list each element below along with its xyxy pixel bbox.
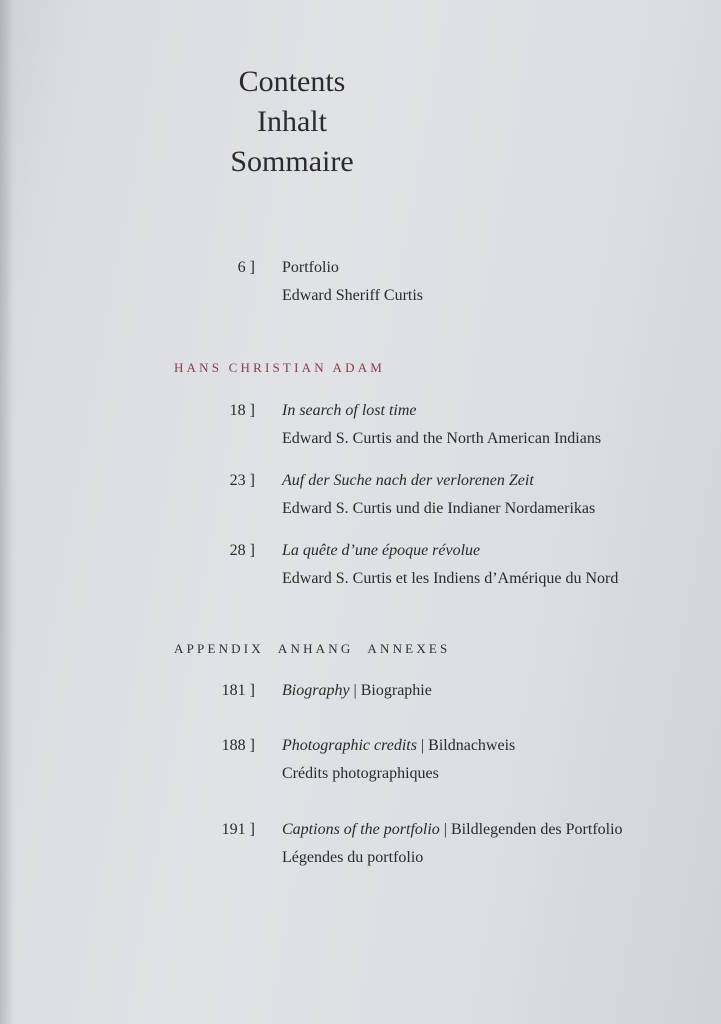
page-number: 28 ] — [229, 542, 255, 559]
entry-title-italic: Captions of the portfolio — [282, 821, 440, 838]
title-line-english: Contents — [238, 65, 346, 98]
title-line-german: Inhalt — [257, 105, 327, 138]
title-line-french: Sommaire — [230, 145, 354, 178]
page-number: 18 ] — [229, 402, 255, 419]
entry-title-regular: Biographie — [360, 682, 432, 699]
entry-title-regular: Bildnachweis — [428, 737, 516, 754]
section-heading-appendix — [174, 641, 451, 657]
entry-subtitle: Edward S. Curtis et les Indiens d’Amérique du Nord — [282, 570, 619, 587]
page-edge-shadow — [0, 0, 14, 1024]
heading-part-german: ANHANG — [277, 641, 354, 656]
entry-title: Auf der Suche nach der verlorenen Zeit — [282, 472, 534, 489]
separator: | — [420, 737, 425, 754]
page-number: 23 ] — [229, 472, 255, 489]
entry-subtitle: Crédits photographiques — [282, 765, 439, 782]
heading-part-english: APPENDIX — [174, 641, 264, 656]
entry-title-italic: Photographic credits — [282, 737, 417, 754]
entry-subtitle: Edward S. Curtis and the North American Indians — [282, 430, 602, 447]
entry-title: La quête d’une époque révolue — [282, 542, 481, 559]
separator: | — [353, 682, 357, 699]
page-number: 191 ] — [221, 821, 255, 838]
section-heading-author: HANS CHRISTIAN ADAM — [174, 360, 386, 375]
entry-title: In search of lost time — [282, 402, 417, 419]
page-number: 6 ] — [237, 259, 255, 276]
page-number: 181 ] — [221, 682, 255, 699]
separator: | — [443, 821, 447, 838]
entry-subtitle: Edward S. Curtis und die Indianer Nordamerikas — [282, 500, 596, 517]
contents-title — [192, 62, 392, 182]
entry-title-italic: Biography — [282, 682, 350, 699]
entry-title-regular: Bildlegenden des Portfolio — [451, 821, 623, 838]
entry-subtitle: Légendes du portfolio — [282, 849, 424, 866]
page-number: 188 ] — [221, 737, 255, 754]
heading-part-french: ANNEXES — [367, 641, 451, 656]
entry-subtitle: Edward Sheriff Curtis — [282, 287, 424, 304]
entry-title: Portfolio — [282, 259, 339, 276]
